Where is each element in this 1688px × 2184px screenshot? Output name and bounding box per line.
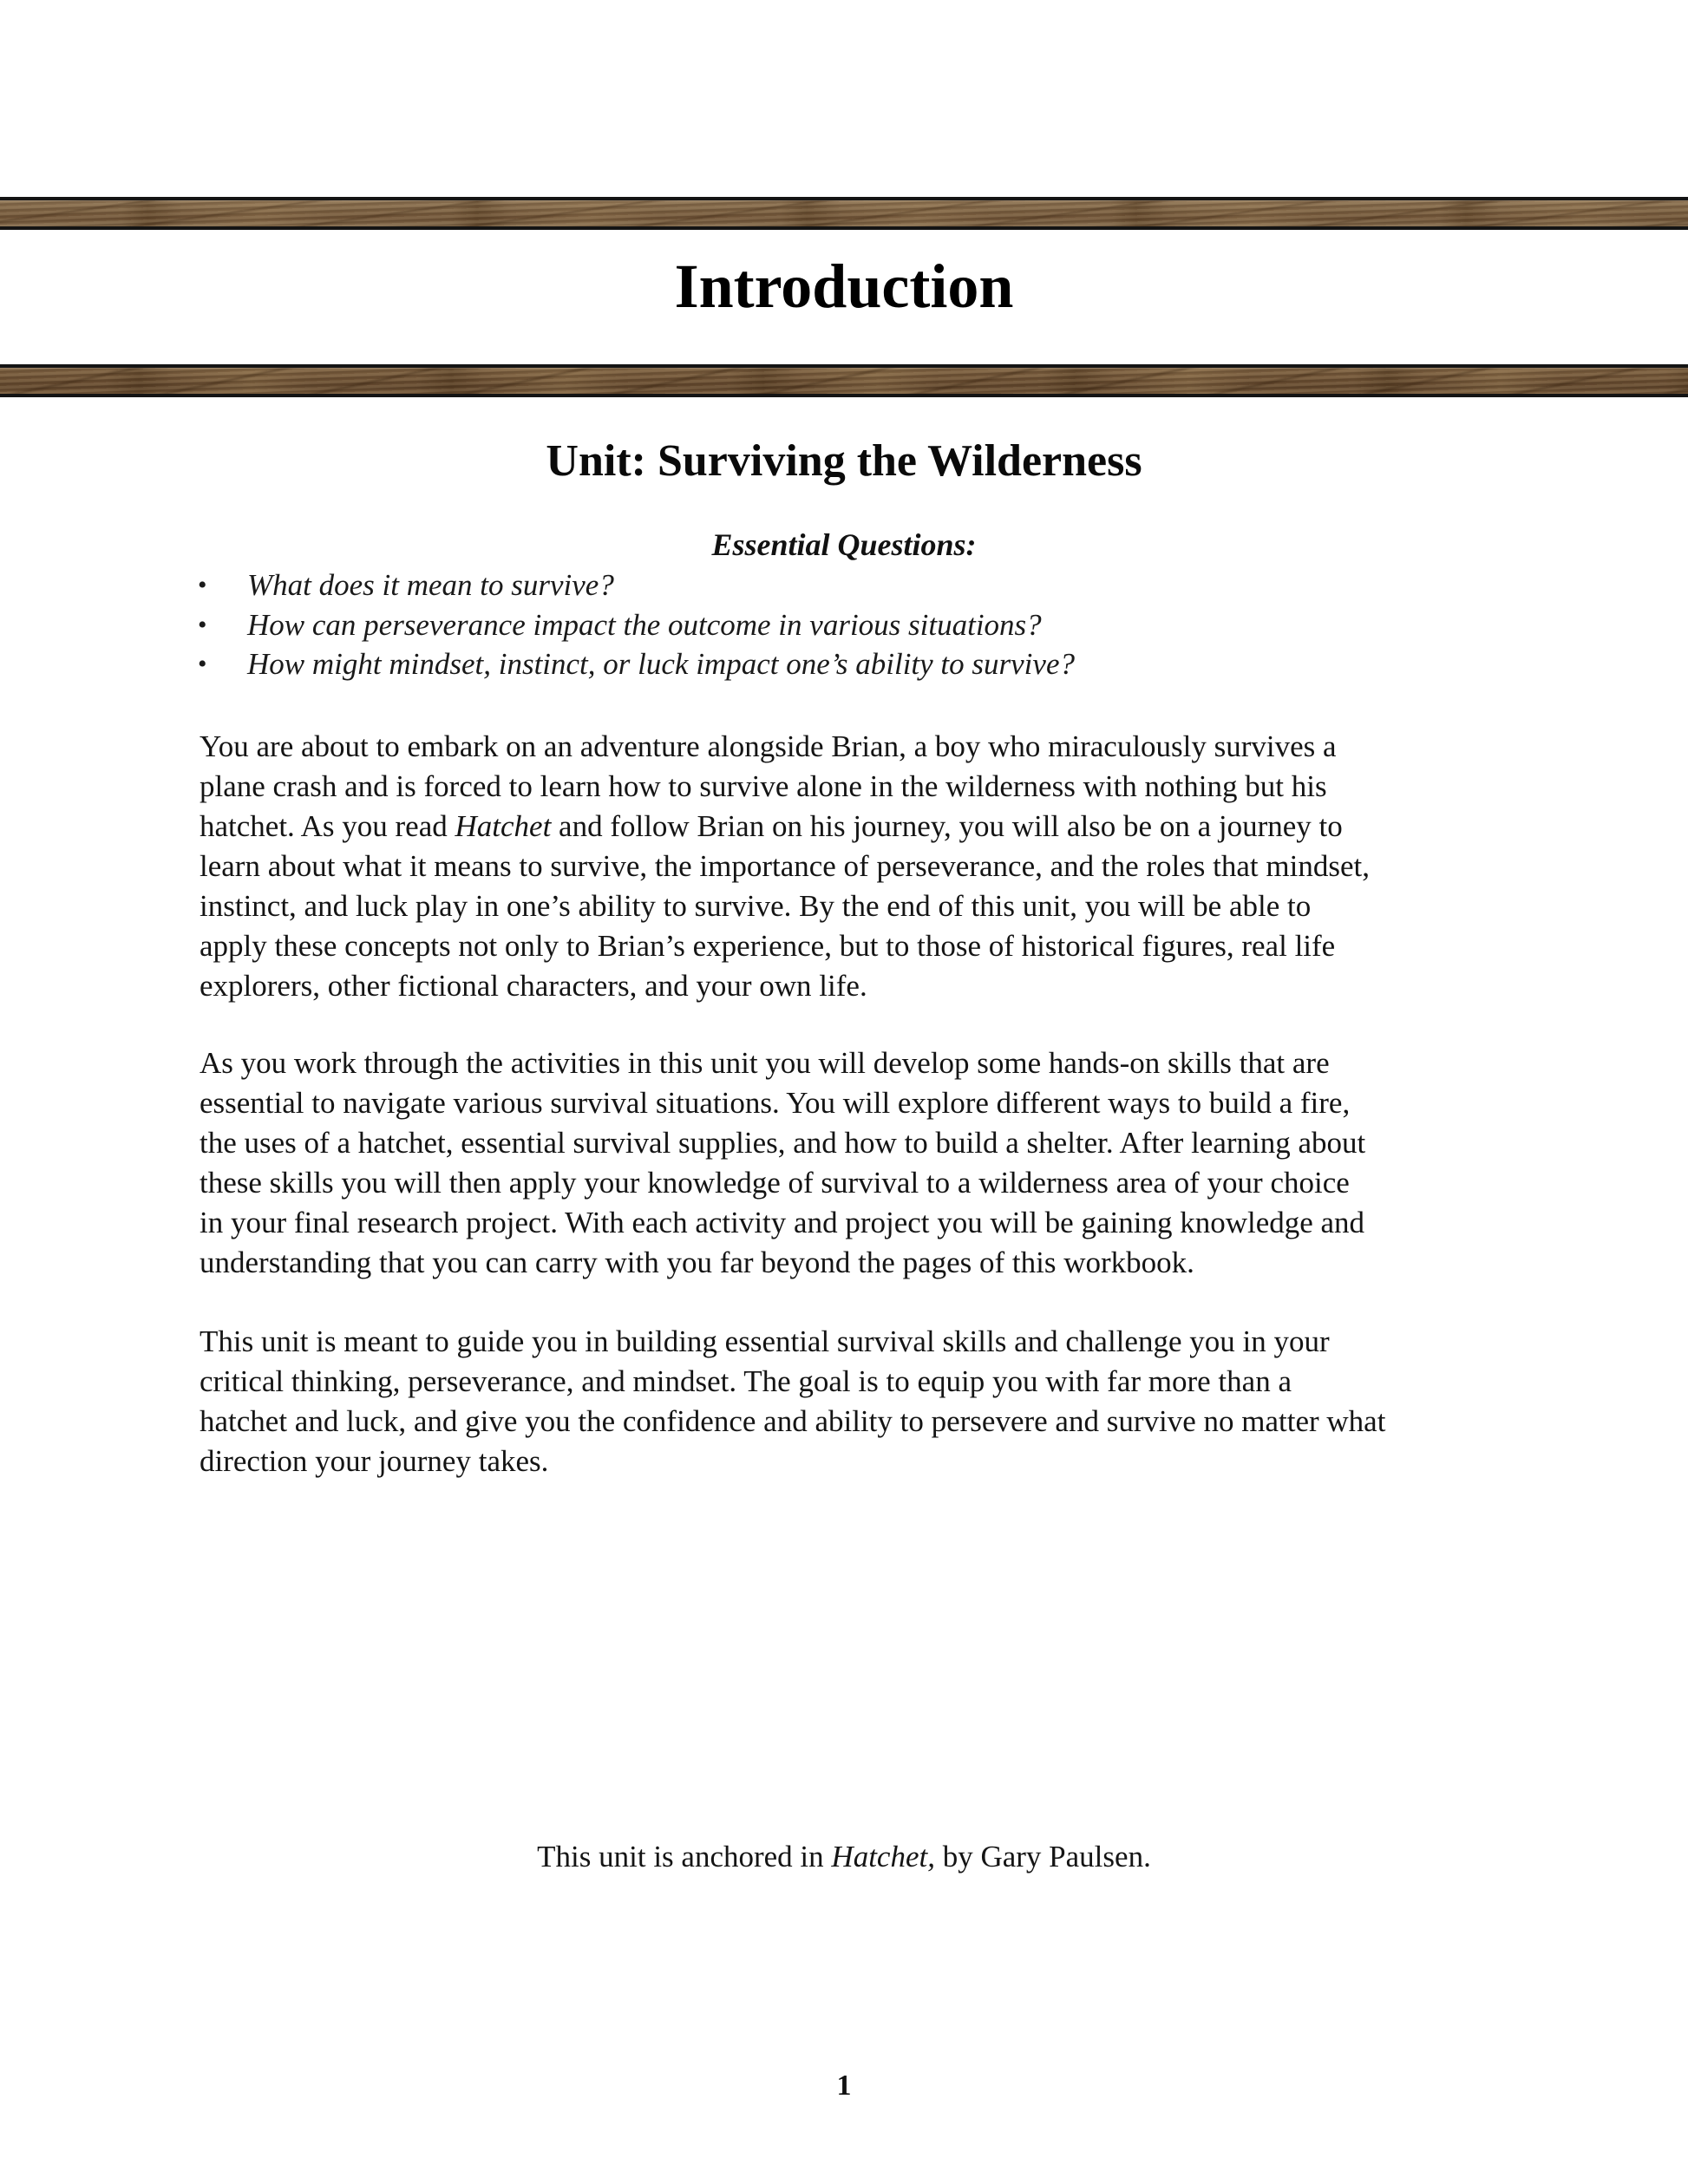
book-title-hatchet: Hatchet	[455, 809, 552, 843]
page-number: 1	[836, 2070, 852, 2102]
essential-questions-list	[0, 566, 1688, 684]
line-text: and follow Brian on his journey, you will also be on a journey to	[551, 809, 1343, 843]
essential-question-item	[0, 566, 1688, 605]
essential-question-item	[0, 644, 1688, 684]
paragraph-line: these skills you will then apply your knowledge of survival to a wilderness area of your choice	[200, 1166, 1350, 1200]
paragraph-line: apply these concepts not only to Brian’s experience, but to those of historical figures, real life	[200, 929, 1336, 963]
paragraph-line: essential to navigate various survival situations. You will explore different ways to build a fire,	[200, 1086, 1351, 1120]
essential-question-item	[0, 605, 1688, 645]
paragraph-line	[200, 807, 1501, 847]
paragraph-line: As you work through the activities in this unit you will develop some hands-on skills that are	[200, 1046, 1330, 1080]
wood-divider-bottom	[0, 364, 1688, 397]
paragraph-line: direction your journey takes.	[200, 1444, 549, 1478]
essential-question-text: How might mindset, instinct, or luck impact one’s ability to survive?	[247, 647, 1075, 681]
bullet-icon: •	[198, 650, 207, 678]
paragraph-line: critical thinking, perseverance, and mindset. The goal is to equip you with far more than a	[200, 1364, 1292, 1398]
paragraph-line: explorers, other fictional characters, and your own life.	[200, 969, 867, 1003]
paragraph-line: plane crash and is forced to learn how to survive alone in the wilderness with nothing but his	[200, 769, 1327, 803]
paragraph-line: instinct, and luck play in one’s ability to survive. By the end of this unit, you will be able to	[200, 889, 1312, 923]
paragraph-line: understanding that you can carry with you far beyond the pages of this workbook.	[200, 1246, 1194, 1279]
essential-question-text: What does it mean to survive?	[247, 568, 614, 602]
bullet-icon: •	[198, 610, 207, 639]
paragraph-line: learn about what it means to survive, the importance of perseverance, and the roles that mindset,	[200, 849, 1370, 883]
anchor-book-title: Hatchet,	[831, 1840, 935, 1873]
intro-paragraph-3	[200, 1322, 1501, 1481]
page-title: Introduction	[674, 252, 1014, 321]
paragraph-line: This unit is meant to guide you in building essential survival skills and challenge you in your	[200, 1324, 1330, 1358]
paragraph-line: You are about to embark on an adventure alongside Brian, a boy who miraculously survives a	[200, 729, 1337, 763]
intro-paragraph-2	[200, 1043, 1501, 1283]
paragraph-line: the uses of a hatchet, essential survival supplies, and how to build a shelter. After learning about	[200, 1126, 1366, 1160]
wood-divider-top	[0, 197, 1688, 230]
anchor-pre: This unit is anchored in	[537, 1840, 832, 1873]
anchor-text-note	[0, 1837, 1688, 1877]
essential-questions-heading: Essential Questions:	[711, 527, 977, 562]
essential-question-text: How can perseverance impact the outcome in various situations?	[247, 607, 1042, 642]
paragraph-line: in your final research project. With each activity and project you will be gaining knowledge and	[200, 1206, 1365, 1239]
intro-paragraph-1	[200, 727, 1501, 1006]
paragraph-line: hatchet and luck, and give you the confidence and ability to persevere and survive no matter what	[200, 1404, 1386, 1438]
bullet-icon: •	[198, 571, 207, 599]
anchor-post: by Gary Paulsen.	[934, 1840, 1151, 1873]
line-text: hatchet. As you read	[200, 809, 455, 843]
unit-title: Unit: Surviving the Wilderness	[546, 436, 1142, 486]
